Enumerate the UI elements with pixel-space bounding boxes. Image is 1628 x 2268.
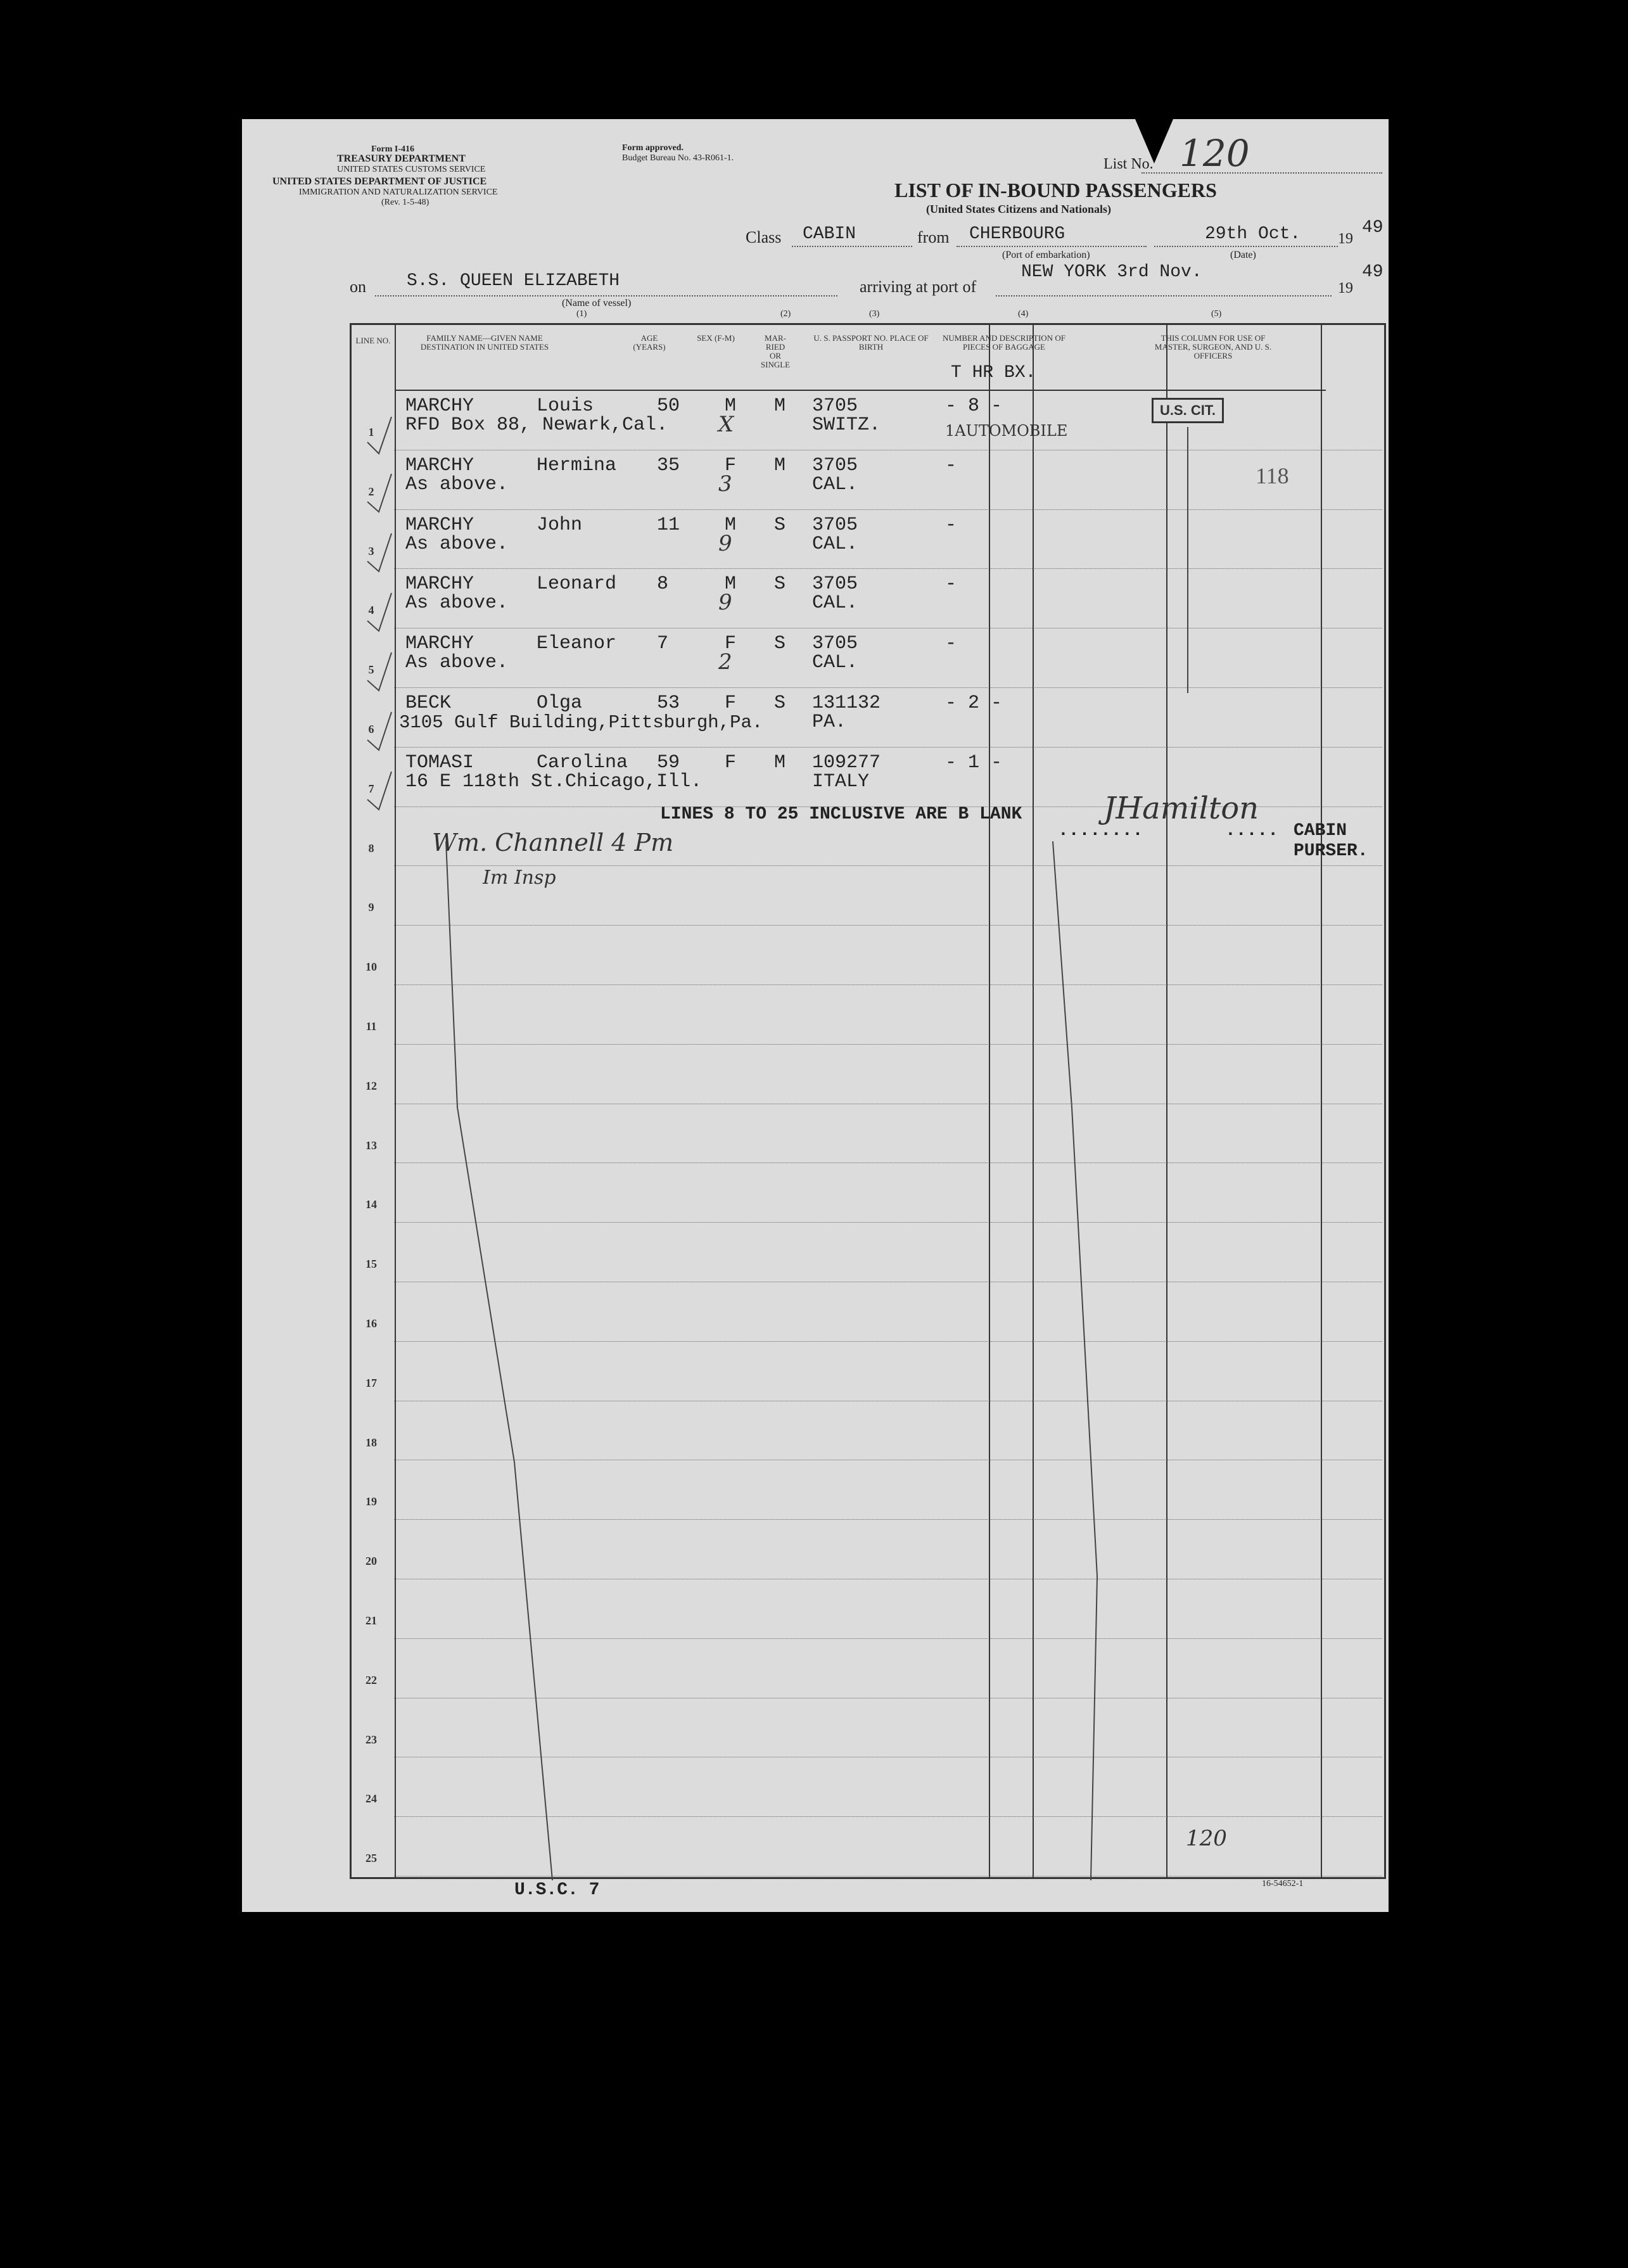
passenger-marital: S bbox=[774, 573, 786, 596]
arrival-port-date: NEW YORK 3rd Nov. bbox=[1021, 262, 1202, 282]
passenger-birth: ITALY bbox=[812, 770, 870, 793]
col-num-3: (3) bbox=[869, 309, 880, 319]
passenger-passport: 3705 bbox=[812, 573, 858, 596]
passenger-marital: S bbox=[774, 514, 786, 536]
list-no-value: 120 bbox=[1180, 132, 1250, 175]
passenger-baggage: - 1 - bbox=[945, 751, 1003, 774]
passenger-dest: 16 E 118th St.Chicago,Ill. bbox=[405, 770, 703, 793]
passenger-sex: M bbox=[725, 573, 737, 596]
arrival-year: 49 bbox=[1362, 262, 1383, 282]
passenger-baggage: - bbox=[945, 633, 957, 655]
customs-service: UNITED STATES CUSTOMS SERVICE bbox=[337, 165, 486, 174]
treasury-dept: TREASURY DEPARTMENT bbox=[337, 153, 466, 164]
line-number: 25 bbox=[366, 1852, 377, 1865]
document-subtitle: (United States Citizens and Nationals) bbox=[926, 203, 1112, 215]
col-num-2: (2) bbox=[780, 309, 791, 319]
year-value: 49 bbox=[1362, 218, 1383, 238]
line-number: 8 bbox=[368, 841, 374, 855]
passenger-birth: PA. bbox=[812, 711, 847, 733]
checkmark bbox=[367, 653, 391, 691]
passenger-birth: CAL. bbox=[812, 473, 858, 495]
sex-verification-mark: 9 bbox=[718, 530, 732, 556]
passenger-dest: As above. bbox=[405, 592, 509, 615]
passenger-family: BECK bbox=[405, 692, 452, 714]
revision: (Rev. 1-5-48) bbox=[381, 198, 429, 207]
from-value: CHERBOURG bbox=[969, 224, 1065, 244]
header-sex: SEX (F-M) bbox=[697, 333, 735, 343]
bottom-list-no: 120 bbox=[1186, 1826, 1227, 1851]
header-married: MAR-RIED OR SINGLE bbox=[760, 333, 791, 369]
col-num-5: (5) bbox=[1211, 309, 1222, 319]
passenger-family: MARCHY bbox=[405, 633, 474, 655]
passenger-baggage: - bbox=[945, 514, 957, 536]
passenger-family: MARCHY bbox=[405, 395, 474, 417]
footer-print-code: 16-54652-1 bbox=[1262, 1879, 1304, 1889]
sex-verification-mark: 9 bbox=[718, 590, 732, 616]
line-number: 18 bbox=[366, 1436, 377, 1449]
passenger-age: 7 bbox=[657, 633, 669, 655]
passenger-marital: S bbox=[774, 633, 786, 655]
passenger-marital: S bbox=[774, 692, 786, 714]
inspector-title: Im Insp bbox=[483, 867, 556, 889]
purser-stroke bbox=[1053, 841, 1097, 1880]
passenger-marital: M bbox=[774, 395, 786, 417]
purser-dots-2: ..... bbox=[1225, 821, 1279, 841]
line-number: 4 bbox=[368, 604, 374, 617]
line-number: 20 bbox=[366, 1555, 377, 1568]
passenger-passport: 3705 bbox=[812, 633, 858, 655]
passenger-marital: M bbox=[774, 454, 786, 476]
checkmark bbox=[367, 474, 391, 512]
inspector-stroke bbox=[446, 841, 552, 1880]
arrival-year-prefix: 19 bbox=[1338, 280, 1353, 296]
passenger-given: Olga bbox=[537, 692, 583, 714]
passenger-baggage: - bbox=[945, 573, 957, 596]
vessel-col-num: (1) bbox=[576, 309, 587, 319]
header-age: AGE (YEARS) bbox=[633, 333, 666, 352]
passenger-given: Carolina bbox=[537, 751, 628, 774]
passenger-marital: M bbox=[774, 751, 786, 774]
header-officers: THIS COLUMN FOR USE OF MASTER, SURGEON, AND U. S. OFFICERS bbox=[1154, 333, 1272, 360]
passenger-age: 50 bbox=[657, 395, 680, 417]
ins-service: IMMIGRATION AND NATURALIZATION SERVICE bbox=[299, 188, 498, 197]
line-number: 16 bbox=[366, 1317, 377, 1330]
budget-bureau: Budget Bureau No. 43-R061-1. bbox=[622, 153, 734, 163]
date-value: 29th Oct. bbox=[1205, 224, 1301, 244]
checkmark bbox=[367, 533, 391, 571]
document-title: LIST OF IN-BOUND PASSENGERS bbox=[894, 179, 1217, 201]
port-embark-caption: (Port of embarkation) bbox=[1002, 250, 1090, 260]
passenger-age: 35 bbox=[657, 454, 680, 476]
class-label: Class bbox=[746, 228, 782, 246]
passenger-given: Leonard bbox=[537, 573, 617, 596]
passenger-passport: 3705 bbox=[812, 454, 858, 476]
line-number: 2 bbox=[368, 485, 374, 498]
purser-dots: ........ bbox=[1058, 821, 1143, 841]
line-number: 9 bbox=[368, 901, 374, 914]
purser-signature: JHamilton bbox=[1103, 791, 1259, 826]
line-number: 22 bbox=[366, 1673, 377, 1686]
line-number: 23 bbox=[366, 1733, 377, 1746]
sex-verification-mark: X bbox=[718, 412, 734, 437]
vessel-caption: (Name of vessel) bbox=[562, 298, 632, 309]
line-number: 21 bbox=[366, 1614, 377, 1627]
passenger-dest: As above. bbox=[405, 533, 509, 555]
passenger-list-sheet bbox=[242, 119, 1389, 1912]
passenger-given: Eleanor bbox=[537, 633, 617, 655]
line-number: 17 bbox=[366, 1376, 377, 1389]
passenger-baggage: - 2 - bbox=[945, 692, 1003, 714]
arriving-label: arriving at port of bbox=[860, 277, 977, 296]
handwritten-strokes bbox=[242, 119, 1389, 1912]
form-number: Form I-416 bbox=[371, 144, 415, 154]
class-value: CABIN bbox=[803, 224, 856, 244]
automobile-note: 1AUTOMOBILE bbox=[945, 422, 1068, 440]
line-number: 12 bbox=[366, 1079, 377, 1092]
line-number: 14 bbox=[366, 1198, 377, 1211]
passenger-passport: 131132 bbox=[812, 692, 881, 714]
passenger-given: Hermina bbox=[537, 454, 617, 476]
line-number: 6 bbox=[368, 723, 374, 736]
passenger-dest: As above. bbox=[405, 652, 509, 674]
sex-verification-mark: 3 bbox=[718, 471, 732, 497]
passenger-sex: M bbox=[725, 395, 737, 417]
inspector-signature: Wm. Channell 4 Pm bbox=[432, 829, 674, 857]
header-baggage: NUMBER AND DESCRIPTION OF PIECES OF BAGGAGE bbox=[943, 333, 1065, 352]
passenger-dest: RFD Box 88, Newark,Cal. bbox=[405, 414, 668, 436]
passenger-given: Louis bbox=[537, 395, 594, 417]
passenger-dest: 3105 Gulf Building,Pittsburgh,Pa. bbox=[399, 712, 763, 733]
passenger-sex: F bbox=[725, 454, 737, 476]
header-passport: U. S. PASSPORT NO. PLACE OF BIRTH bbox=[813, 333, 929, 352]
passenger-family: MARCHY bbox=[405, 573, 474, 596]
line-number: 3 bbox=[368, 544, 374, 557]
passenger-dest: As above. bbox=[405, 473, 509, 495]
passenger-passport: 3705 bbox=[812, 514, 858, 536]
line-number: 19 bbox=[366, 1495, 377, 1508]
passenger-birth: CAL. bbox=[812, 652, 858, 674]
blank-lines-note: LINES 8 TO 25 INCLUSIVE ARE B LANK bbox=[660, 805, 1022, 824]
purser-label: PURSER. bbox=[1294, 841, 1368, 861]
line-number: 24 bbox=[366, 1792, 377, 1806]
passenger-age: 8 bbox=[657, 573, 669, 596]
passenger-age: 53 bbox=[657, 692, 680, 714]
us-citizen-stamp: U.S. CIT. bbox=[1152, 398, 1224, 423]
checkmark bbox=[367, 772, 391, 810]
year-prefix: 19 bbox=[1338, 231, 1353, 247]
line-number: 1 bbox=[368, 426, 374, 438]
checkmark bbox=[367, 417, 391, 454]
passenger-family: TOMASI bbox=[405, 751, 474, 774]
passenger-sex: F bbox=[725, 751, 737, 774]
passenger-baggage: - bbox=[945, 454, 957, 476]
header-line-no: LINE NO. bbox=[355, 336, 391, 345]
col-num-4: (4) bbox=[1018, 309, 1029, 319]
date-caption: (Date) bbox=[1230, 250, 1256, 260]
footer-code: U.S.C. 7 bbox=[514, 1880, 600, 1900]
header-name: FAMILY NAME—GIVEN NAME DESTINATION IN UNITED STATES bbox=[420, 333, 549, 352]
cabin-label: CABIN bbox=[1294, 821, 1347, 841]
form-approved: Form approved. bbox=[622, 143, 684, 153]
passenger-age: 11 bbox=[657, 514, 680, 536]
checkmark bbox=[367, 593, 391, 631]
from-label: from bbox=[917, 228, 950, 246]
passenger-family: MARCHY bbox=[405, 514, 474, 536]
vessel-name: S.S. QUEEN ELIZABETH bbox=[407, 271, 620, 291]
sex-verification-mark: 2 bbox=[718, 649, 732, 675]
line-number: 10 bbox=[366, 960, 377, 974]
passenger-given: John bbox=[537, 514, 583, 536]
checkmark bbox=[367, 712, 391, 750]
passenger-sex: M bbox=[725, 514, 737, 536]
number-118: 118 bbox=[1256, 463, 1289, 488]
line-number: 7 bbox=[368, 782, 374, 795]
passenger-passport: 109277 bbox=[812, 751, 881, 774]
header-baggage-sub: T HR BX. bbox=[951, 363, 1036, 383]
passenger-sex: F bbox=[725, 633, 737, 655]
on-label: on bbox=[350, 277, 366, 296]
line-number: 13 bbox=[366, 1138, 377, 1152]
passenger-birth: CAL. bbox=[812, 592, 858, 615]
justice-dept: UNITED STATES DEPARTMENT OF JUSTICE bbox=[272, 176, 487, 187]
passenger-family: MARCHY bbox=[405, 454, 474, 476]
line-number: 15 bbox=[366, 1258, 377, 1271]
list-no-label: List No. bbox=[1103, 156, 1154, 172]
line-number: 11 bbox=[366, 1020, 377, 1033]
passenger-age: 59 bbox=[657, 751, 680, 774]
passenger-birth: CAL. bbox=[812, 533, 858, 555]
passenger-baggage: - 8 - bbox=[945, 395, 1003, 417]
passenger-passport: 3705 bbox=[812, 395, 858, 417]
passenger-birth: SWITZ. bbox=[812, 414, 881, 436]
line-number: 5 bbox=[368, 663, 374, 677]
passenger-sex: F bbox=[725, 692, 737, 714]
